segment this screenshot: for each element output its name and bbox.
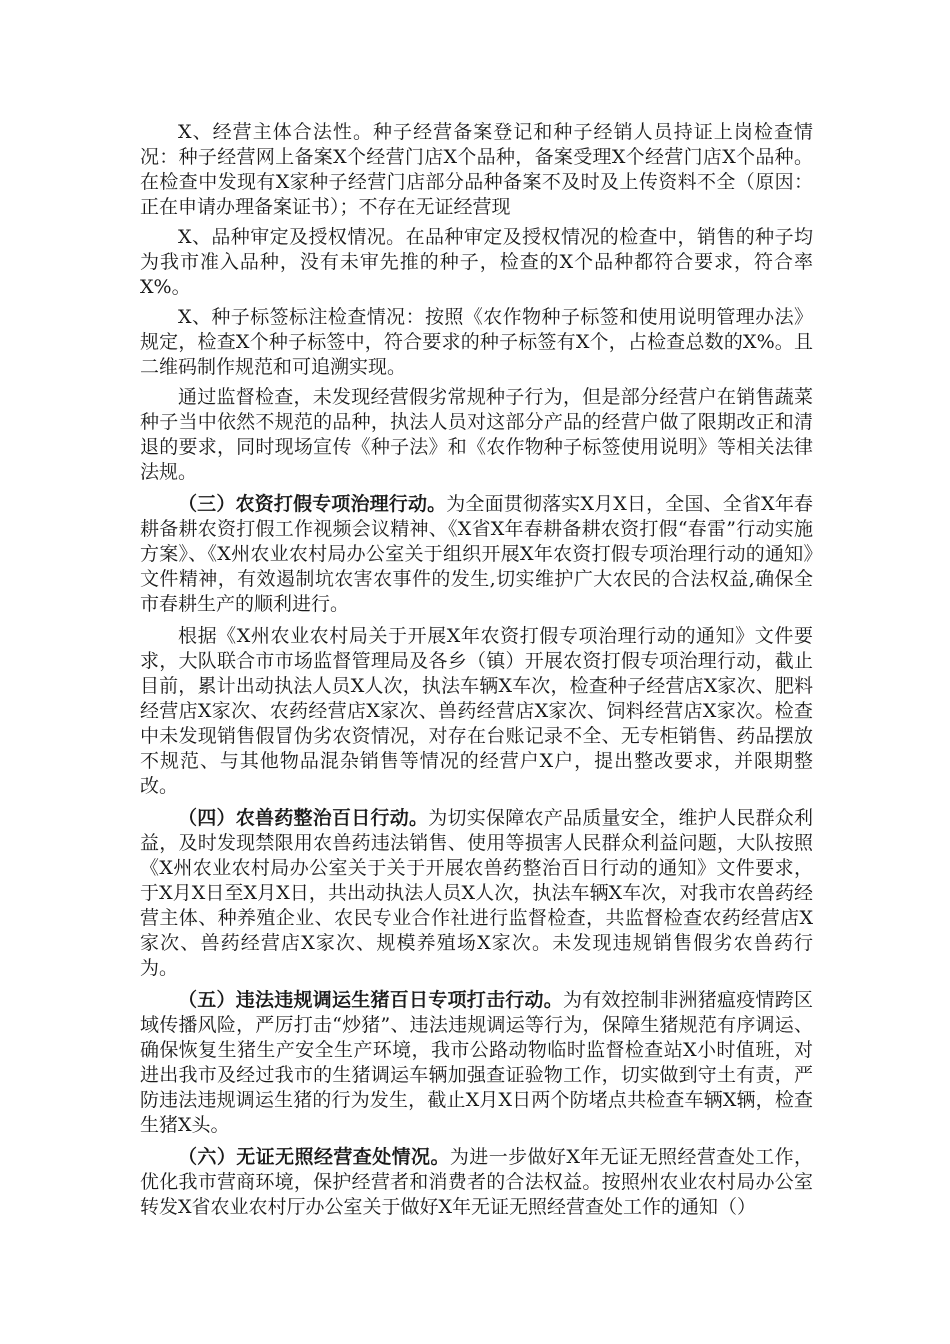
section-heading: （三）农资打假专项治理行动。 bbox=[178, 493, 447, 515]
paragraph-variety-approval bbox=[140, 225, 813, 300]
paragraph-seed-label bbox=[140, 305, 813, 380]
section-heading: （六）无证无照经营查处情况。 bbox=[178, 1146, 450, 1168]
paragraph-section-three bbox=[140, 492, 813, 617]
section-heading: （五）违法违规调运生猪百日专项打击行动。 bbox=[178, 989, 563, 1011]
section-heading: （四）农兽药整治百日行动。 bbox=[178, 807, 429, 829]
paragraph-business-legality bbox=[140, 120, 813, 220]
paragraph-text: X、品种审定及授权情况。在品种审定及授权情况的检查中，销售的种子均为我市准入品种，没有未审先推的种子，检查的X个品种都符合要求，符合率X%。 bbox=[140, 226, 813, 298]
paragraph-text: 为进一步做好X年无证无照经营查处工作，优化我市营商环境，保护经营者和消费者的合法权益。按照州农业农村局办公室转发X省农业农村厅办公室关于做好X年无证无照经营查处工作的通知（） bbox=[140, 1146, 813, 1218]
document-page bbox=[140, 120, 813, 1227]
paragraph-text: 通过监督检查，未发现经营假劣常规种子行为，但是部分经营户在销售蔬菜种子当中依然不规范的品种，执法人员对这部分产品的经营户做了限期改正和清退的要求，同时现场宣传《种子法》和《农作物种子标签使用说明》等相关法律法规。 bbox=[140, 386, 813, 483]
paragraph-section-four bbox=[140, 806, 813, 981]
paragraph-text: 为有效控制非洲猪瘟疫情跨区域传播风险，严厉打击“炒猪”、违法违规调运等行为，保障生猪规范有序调运、确保恢复生猪生产安全生产环境，我市公路动物临时监督检查站X小时值班，对进出我市及经过我市的生猪调运车辆加强查证验物工作，切实做到守土有责，严防违法违规调运生猪的行为发生，截止X月X日两个防堵点共检查车辆X辆，检查生猪X头。 bbox=[140, 989, 813, 1136]
paragraph-section-three-detail bbox=[140, 624, 813, 799]
paragraph-text: 为全面贯彻落实X月X日，全国、全省X年春耕备耕农资打假工作视频会议精神、《X省X年春耕备耕农资打假“春雷”行动实施方案》、《X州农业农村局办公室关于组织开展X年农资打假专项治理行动的通知》文件精神，有效遏制坑农害农事件的发生,切实维护广大农民的合法权益,确保全市春耕生产的顺利进行。 bbox=[140, 493, 813, 615]
paragraph-text: 为切实保障农产品质量安全，维护人民群众利益，及时发现禁限用农兽药违法销售、使用等损害人民群众利益问题，大队按照《X州农业农村局办公室关于关于开展农兽药整治百日行动的通知》文件要求，于X月X日至X月X日，共出动执法人员X人次，执法车辆X车次，对我市农兽药经营主体、种养殖企业、农民专业合作社进行监督检查，共监督检查农药经营店X家次、兽药经营店X家次、规模养殖场X家次。未发现违规销售假劣农兽药行为。 bbox=[140, 807, 813, 979]
paragraph-inspection-summary bbox=[140, 385, 813, 485]
paragraph-text: X、经营主体合法性。种子经营备案登记和种子经销人员持证上岗检查情况：种子经营网上备案X个经营门店X个品种，备案受理X个经营门店X个品种。在检查中发现有X家种子经营门店部分品种备案不及时及上传资料不全（原因：正在申请办理备案证书）；不存在无证经营现 bbox=[140, 121, 813, 218]
paragraph-text: X、种子标签标注检查情况：按照《农作物种子标签和使用说明管理办法》规定，检查X个种子标签中，符合要求的种子标签有X个，占检查总数的X%。且二维码制作规范和可追溯实现。 bbox=[140, 306, 813, 378]
paragraph-section-six bbox=[140, 1145, 813, 1220]
paragraph-section-five bbox=[140, 988, 813, 1138]
paragraph-text: 根据《X州农业农村局关于开展X年农资打假专项治理行动的通知》文件要求，大队联合市市场监督管理局及各乡（镇）开展农资打假专项治理行动，截止目前，累计出动执法人员X人次，执法车辆X车次，检查种子经营店X家次、肥料经营店X家次、农药经营店X家次、兽药经营店X家次、饲料经营店X家次。检查中未发现销售假冒伪劣农资情况，对存在台账记录不全、无专柜销售、药品摆放不规范、与其他物品混杂销售等情况的经营户X户，提出整改要求，并限期整改。 bbox=[140, 625, 813, 797]
